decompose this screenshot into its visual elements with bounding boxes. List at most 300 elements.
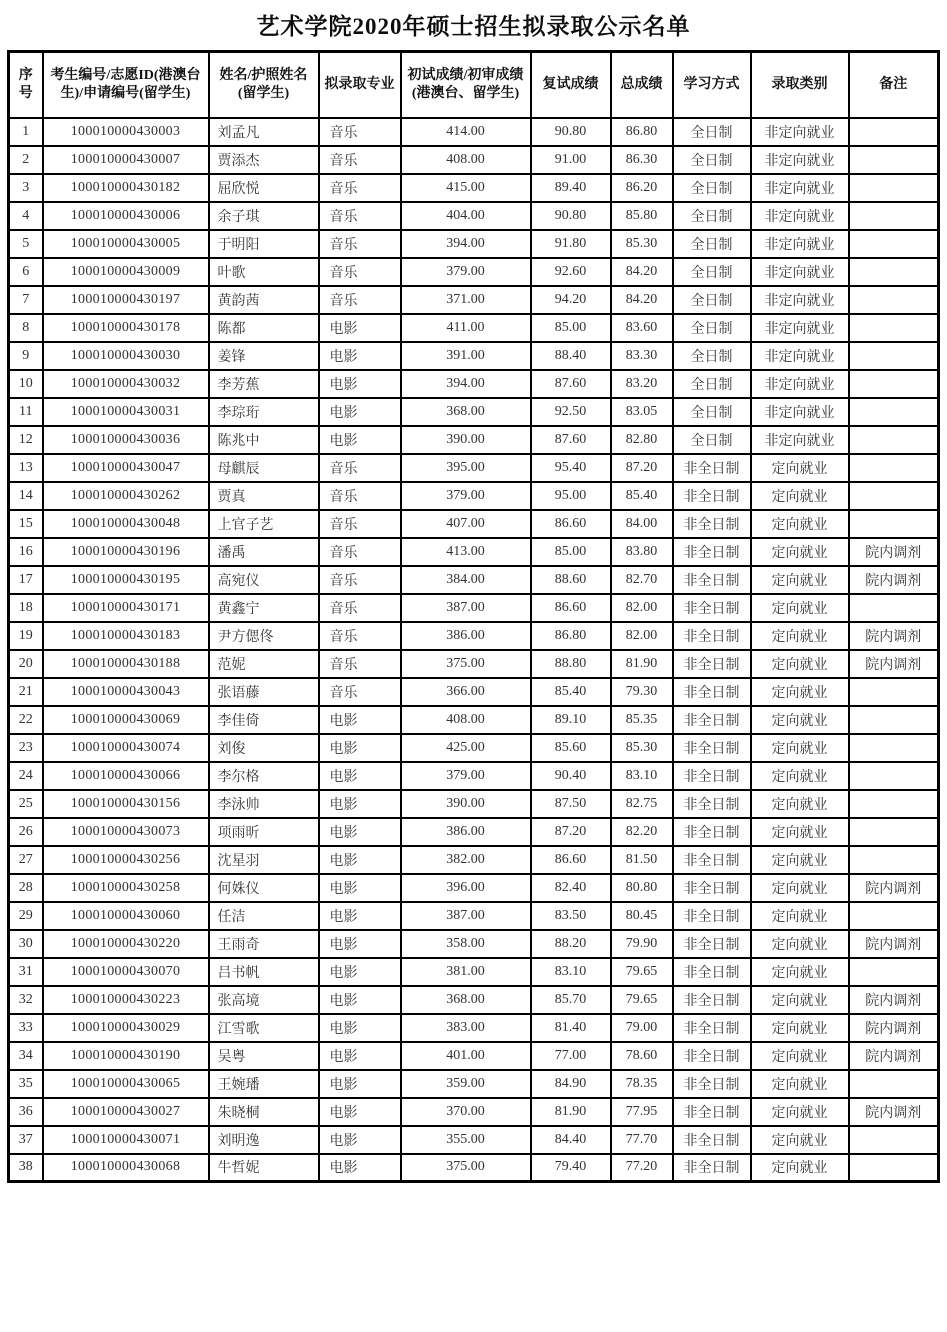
id-cell: 100010000430006 — [43, 202, 209, 230]
category-cell: 非定向就业 — [751, 174, 849, 202]
table-row — [9, 902, 939, 930]
major-cell: 音乐 — [319, 118, 401, 146]
table-row — [9, 454, 939, 482]
note-cell — [849, 510, 939, 538]
major-cell: 音乐 — [319, 286, 401, 314]
note-cell: 院内调剂 — [849, 930, 939, 958]
category-cell: 定向就业 — [751, 1098, 849, 1126]
no-cell: 20 — [9, 650, 43, 678]
note-cell: 院内调剂 — [849, 1042, 939, 1070]
category-cell: 定向就业 — [751, 510, 849, 538]
note-cell — [849, 146, 939, 174]
no-cell: 29 — [9, 902, 43, 930]
initial-cell: 394.00 — [401, 370, 531, 398]
note-cell — [849, 230, 939, 258]
category-cell: 定向就业 — [751, 902, 849, 930]
name-cell: 余子琪 — [209, 202, 319, 230]
table-row — [9, 230, 939, 258]
table-row — [9, 790, 939, 818]
name-cell: 黄韵茜 — [209, 286, 319, 314]
note-cell — [849, 258, 939, 286]
id-cell: 100010000430030 — [43, 342, 209, 370]
total-cell: 85.40 — [611, 482, 673, 510]
table-row — [9, 874, 939, 902]
total-cell: 79.00 — [611, 1014, 673, 1042]
table-row — [9, 146, 939, 174]
id-cell: 100010000430183 — [43, 622, 209, 650]
no-cell: 5 — [9, 230, 43, 258]
table-row — [9, 986, 939, 1014]
initial-cell: 379.00 — [401, 258, 531, 286]
mode-cell: 非全日制 — [673, 650, 751, 678]
mode-cell: 非全日制 — [673, 482, 751, 510]
retest-cell: 89.10 — [531, 706, 611, 734]
initial-cell: 414.00 — [401, 118, 531, 146]
category-cell: 定向就业 — [751, 986, 849, 1014]
category-cell: 定向就业 — [751, 818, 849, 846]
table-row — [9, 398, 939, 426]
name-cell: 张语藤 — [209, 678, 319, 706]
total-cell: 84.20 — [611, 286, 673, 314]
total-cell: 79.90 — [611, 930, 673, 958]
note-cell: 院内调剂 — [849, 1098, 939, 1126]
no-cell: 3 — [9, 174, 43, 202]
category-cell: 非定向就业 — [751, 370, 849, 398]
no-cell: 22 — [9, 706, 43, 734]
mode-cell: 非全日制 — [673, 874, 751, 902]
no-cell: 33 — [9, 1014, 43, 1042]
column-header-no: 序号 — [9, 52, 43, 118]
initial-cell: 358.00 — [401, 930, 531, 958]
note-cell — [849, 454, 939, 482]
category-cell: 非定向就业 — [751, 286, 849, 314]
total-cell: 82.00 — [611, 594, 673, 622]
total-cell: 79.65 — [611, 986, 673, 1014]
id-cell: 100010000430070 — [43, 958, 209, 986]
table-row — [9, 678, 939, 706]
name-cell: 于明阳 — [209, 230, 319, 258]
major-cell: 电影 — [319, 398, 401, 426]
category-cell: 定向就业 — [751, 930, 849, 958]
mode-cell: 非全日制 — [673, 622, 751, 650]
retest-cell: 86.60 — [531, 510, 611, 538]
major-cell: 电影 — [319, 958, 401, 986]
major-cell: 电影 — [319, 986, 401, 1014]
retest-cell: 81.90 — [531, 1098, 611, 1126]
total-cell: 85.35 — [611, 706, 673, 734]
total-cell: 77.95 — [611, 1098, 673, 1126]
total-cell: 80.45 — [611, 902, 673, 930]
retest-cell: 94.20 — [531, 286, 611, 314]
initial-cell: 390.00 — [401, 790, 531, 818]
mode-cell: 非全日制 — [673, 1070, 751, 1098]
total-cell: 85.80 — [611, 202, 673, 230]
retest-cell: 92.50 — [531, 398, 611, 426]
mode-cell: 非全日制 — [673, 1014, 751, 1042]
mode-cell: 非全日制 — [673, 902, 751, 930]
initial-cell: 387.00 — [401, 902, 531, 930]
note-cell — [849, 958, 939, 986]
major-cell: 音乐 — [319, 594, 401, 622]
id-cell: 100010000430071 — [43, 1126, 209, 1154]
initial-cell: 407.00 — [401, 510, 531, 538]
major-cell: 电影 — [319, 706, 401, 734]
mode-cell: 非全日制 — [673, 678, 751, 706]
column-header-category: 录取类别 — [751, 52, 849, 118]
initial-cell: 384.00 — [401, 566, 531, 594]
mode-cell: 非全日制 — [673, 510, 751, 538]
initial-cell: 390.00 — [401, 426, 531, 454]
table-row — [9, 118, 939, 146]
category-cell: 定向就业 — [751, 1014, 849, 1042]
table-row — [9, 818, 939, 846]
major-cell: 电影 — [319, 790, 401, 818]
no-cell: 38 — [9, 1154, 43, 1182]
note-cell — [849, 1070, 939, 1098]
retest-cell: 85.00 — [531, 314, 611, 342]
name-cell: 李芳蕉 — [209, 370, 319, 398]
initial-cell: 386.00 — [401, 622, 531, 650]
major-cell: 电影 — [319, 1154, 401, 1182]
no-cell: 19 — [9, 622, 43, 650]
retest-cell: 83.50 — [531, 902, 611, 930]
retest-cell: 90.80 — [531, 202, 611, 230]
no-cell: 11 — [9, 398, 43, 426]
total-cell: 85.30 — [611, 230, 673, 258]
name-cell: 沈星羽 — [209, 846, 319, 874]
initial-cell: 425.00 — [401, 734, 531, 762]
mode-cell: 非全日制 — [673, 958, 751, 986]
initial-cell: 394.00 — [401, 230, 531, 258]
initial-cell: 401.00 — [401, 1042, 531, 1070]
table-row — [9, 258, 939, 286]
note-cell — [849, 706, 939, 734]
no-cell: 35 — [9, 1070, 43, 1098]
no-cell: 7 — [9, 286, 43, 314]
mode-cell: 非全日制 — [673, 1154, 751, 1182]
note-cell — [849, 202, 939, 230]
category-cell: 非定向就业 — [751, 314, 849, 342]
id-cell: 100010000430007 — [43, 146, 209, 174]
category-cell: 非定向就业 — [751, 258, 849, 286]
retest-cell: 87.20 — [531, 818, 611, 846]
major-cell: 音乐 — [319, 678, 401, 706]
retest-cell: 85.60 — [531, 734, 611, 762]
table-row — [9, 594, 939, 622]
table-row — [9, 202, 939, 230]
mode-cell: 非全日制 — [673, 734, 751, 762]
major-cell: 电影 — [319, 1014, 401, 1042]
retest-cell: 95.00 — [531, 482, 611, 510]
table-row — [9, 426, 939, 454]
category-cell: 定向就业 — [751, 790, 849, 818]
mode-cell: 非全日制 — [673, 594, 751, 622]
no-cell: 1 — [9, 118, 43, 146]
id-cell: 100010000430068 — [43, 1154, 209, 1182]
note-cell — [849, 762, 939, 790]
retest-cell: 91.00 — [531, 146, 611, 174]
no-cell: 21 — [9, 678, 43, 706]
mode-cell: 全日制 — [673, 174, 751, 202]
retest-cell: 86.60 — [531, 846, 611, 874]
no-cell: 12 — [9, 426, 43, 454]
id-cell: 100010000430047 — [43, 454, 209, 482]
table-row — [9, 1126, 939, 1154]
initial-cell: 359.00 — [401, 1070, 531, 1098]
major-cell: 电影 — [319, 1042, 401, 1070]
table-row — [9, 706, 939, 734]
total-cell: 86.30 — [611, 146, 673, 174]
retest-cell: 87.60 — [531, 426, 611, 454]
name-cell: 朱晓桐 — [209, 1098, 319, 1126]
mode-cell: 全日制 — [673, 202, 751, 230]
total-cell: 84.20 — [611, 258, 673, 286]
retest-cell: 85.00 — [531, 538, 611, 566]
no-cell: 15 — [9, 510, 43, 538]
retest-cell: 91.80 — [531, 230, 611, 258]
retest-cell: 92.60 — [531, 258, 611, 286]
table-row — [9, 342, 939, 370]
no-cell: 24 — [9, 762, 43, 790]
major-cell: 音乐 — [319, 258, 401, 286]
major-cell: 音乐 — [319, 566, 401, 594]
name-cell: 李尔格 — [209, 762, 319, 790]
no-cell: 26 — [9, 818, 43, 846]
initial-cell: 415.00 — [401, 174, 531, 202]
name-cell: 江雪歌 — [209, 1014, 319, 1042]
mode-cell: 全日制 — [673, 286, 751, 314]
category-cell: 非定向就业 — [751, 146, 849, 174]
major-cell: 音乐 — [319, 650, 401, 678]
no-cell: 23 — [9, 734, 43, 762]
mode-cell: 非全日制 — [673, 986, 751, 1014]
name-cell: 潘禹 — [209, 538, 319, 566]
name-cell: 项雨昕 — [209, 818, 319, 846]
retest-cell: 81.40 — [531, 1014, 611, 1042]
mode-cell: 非全日制 — [673, 566, 751, 594]
table-row — [9, 958, 939, 986]
name-cell: 陈都 — [209, 314, 319, 342]
total-cell: 82.70 — [611, 566, 673, 594]
name-cell: 母麒辰 — [209, 454, 319, 482]
major-cell: 电影 — [319, 762, 401, 790]
category-cell: 定向就业 — [751, 454, 849, 482]
major-cell: 电影 — [319, 314, 401, 342]
table-row — [9, 286, 939, 314]
name-cell: 牛哲妮 — [209, 1154, 319, 1182]
retest-cell: 84.40 — [531, 1126, 611, 1154]
id-cell: 100010000430066 — [43, 762, 209, 790]
note-cell — [849, 902, 939, 930]
mode-cell: 非全日制 — [673, 1042, 751, 1070]
category-cell: 定向就业 — [751, 1070, 849, 1098]
column-header-total: 总成绩 — [611, 52, 673, 118]
id-cell: 100010000430196 — [43, 538, 209, 566]
note-cell: 院内调剂 — [849, 622, 939, 650]
table-row — [9, 1098, 939, 1126]
initial-cell: 391.00 — [401, 342, 531, 370]
admission-table — [7, 50, 940, 1183]
total-cell: 83.05 — [611, 398, 673, 426]
no-cell: 4 — [9, 202, 43, 230]
major-cell: 音乐 — [319, 174, 401, 202]
note-cell — [849, 118, 939, 146]
id-cell: 100010000430043 — [43, 678, 209, 706]
name-cell: 王雨奇 — [209, 930, 319, 958]
no-cell: 2 — [9, 146, 43, 174]
total-cell: 81.50 — [611, 846, 673, 874]
note-cell — [849, 594, 939, 622]
no-cell: 25 — [9, 790, 43, 818]
note-cell — [849, 734, 939, 762]
mode-cell: 非全日制 — [673, 790, 751, 818]
category-cell: 定向就业 — [751, 566, 849, 594]
id-cell: 100010000430027 — [43, 1098, 209, 1126]
major-cell: 电影 — [319, 342, 401, 370]
id-cell: 100010000430197 — [43, 286, 209, 314]
no-cell: 9 — [9, 342, 43, 370]
name-cell: 刘孟凡 — [209, 118, 319, 146]
name-cell: 陈兆中 — [209, 426, 319, 454]
initial-cell: 408.00 — [401, 706, 531, 734]
name-cell: 尹方偲佟 — [209, 622, 319, 650]
mode-cell: 非全日制 — [673, 1126, 751, 1154]
total-cell: 87.20 — [611, 454, 673, 482]
major-cell: 电影 — [319, 818, 401, 846]
initial-cell: 366.00 — [401, 678, 531, 706]
mode-cell: 非全日制 — [673, 454, 751, 482]
name-cell: 屈欣悦 — [209, 174, 319, 202]
id-cell: 100010000430069 — [43, 706, 209, 734]
retest-cell: 84.90 — [531, 1070, 611, 1098]
id-cell: 100010000430029 — [43, 1014, 209, 1042]
table-row — [9, 762, 939, 790]
initial-cell: 375.00 — [401, 650, 531, 678]
id-cell: 100010000430258 — [43, 874, 209, 902]
id-cell: 100010000430182 — [43, 174, 209, 202]
major-cell: 电影 — [319, 1098, 401, 1126]
category-cell: 定向就业 — [751, 538, 849, 566]
major-cell: 音乐 — [319, 454, 401, 482]
name-cell: 范妮 — [209, 650, 319, 678]
major-cell: 音乐 — [319, 146, 401, 174]
table-row — [9, 482, 939, 510]
mode-cell: 全日制 — [673, 118, 751, 146]
retest-cell: 90.80 — [531, 118, 611, 146]
total-cell: 82.75 — [611, 790, 673, 818]
initial-cell: 375.00 — [401, 1154, 531, 1182]
initial-cell: 395.00 — [401, 454, 531, 482]
retest-cell: 86.80 — [531, 622, 611, 650]
table-row — [9, 1042, 939, 1070]
initial-cell: 387.00 — [401, 594, 531, 622]
total-cell: 85.30 — [611, 734, 673, 762]
retest-cell: 88.40 — [531, 342, 611, 370]
no-cell: 6 — [9, 258, 43, 286]
retest-cell: 85.40 — [531, 678, 611, 706]
note-cell — [849, 846, 939, 874]
mode-cell: 全日制 — [673, 342, 751, 370]
id-cell: 100010000430190 — [43, 1042, 209, 1070]
page-title: 艺术学院2020年硕士招生拟录取公示名单 — [256, 14, 691, 39]
retest-cell: 79.40 — [531, 1154, 611, 1182]
major-cell: 电影 — [319, 1126, 401, 1154]
mode-cell: 全日制 — [673, 426, 751, 454]
category-cell: 定向就业 — [751, 874, 849, 902]
note-cell: 院内调剂 — [849, 986, 939, 1014]
no-cell: 18 — [9, 594, 43, 622]
retest-cell: 82.40 — [531, 874, 611, 902]
total-cell: 84.00 — [611, 510, 673, 538]
name-cell: 贾添杰 — [209, 146, 319, 174]
total-cell: 81.90 — [611, 650, 673, 678]
no-cell: 36 — [9, 1098, 43, 1126]
category-cell: 定向就业 — [751, 1126, 849, 1154]
category-cell: 定向就业 — [751, 958, 849, 986]
note-cell — [849, 1154, 939, 1182]
initial-cell: 379.00 — [401, 762, 531, 790]
initial-cell: 383.00 — [401, 1014, 531, 1042]
category-cell: 定向就业 — [751, 762, 849, 790]
no-cell: 32 — [9, 986, 43, 1014]
major-cell: 音乐 — [319, 510, 401, 538]
major-cell: 电影 — [319, 734, 401, 762]
column-header-retest: 复试成绩 — [531, 52, 611, 118]
mode-cell: 全日制 — [673, 370, 751, 398]
category-cell: 定向就业 — [751, 1042, 849, 1070]
retest-cell: 85.70 — [531, 986, 611, 1014]
table-row — [9, 1070, 939, 1098]
name-cell: 贾真 — [209, 482, 319, 510]
initial-cell: 379.00 — [401, 482, 531, 510]
initial-cell: 382.00 — [401, 846, 531, 874]
name-cell: 叶歌 — [209, 258, 319, 286]
name-cell: 任洁 — [209, 902, 319, 930]
name-cell: 吴粤 — [209, 1042, 319, 1070]
id-cell: 100010000430171 — [43, 594, 209, 622]
major-cell: 音乐 — [319, 230, 401, 258]
retest-cell: 88.20 — [531, 930, 611, 958]
id-cell: 100010000430262 — [43, 482, 209, 510]
retest-cell: 87.60 — [531, 370, 611, 398]
id-cell: 100010000430195 — [43, 566, 209, 594]
total-cell: 78.35 — [611, 1070, 673, 1098]
category-cell: 定向就业 — [751, 734, 849, 762]
no-cell: 34 — [9, 1042, 43, 1070]
category-cell: 定向就业 — [751, 622, 849, 650]
id-cell: 100010000430036 — [43, 426, 209, 454]
total-cell: 82.80 — [611, 426, 673, 454]
id-cell: 100010000430060 — [43, 902, 209, 930]
total-cell: 83.30 — [611, 342, 673, 370]
total-cell: 86.80 — [611, 118, 673, 146]
retest-cell: 88.80 — [531, 650, 611, 678]
mode-cell: 非全日制 — [673, 846, 751, 874]
mode-cell: 非全日制 — [673, 1098, 751, 1126]
name-cell: 张高境 — [209, 986, 319, 1014]
category-cell: 定向就业 — [751, 678, 849, 706]
no-cell: 37 — [9, 1126, 43, 1154]
id-cell: 100010000430178 — [43, 314, 209, 342]
name-cell: 吕书帆 — [209, 958, 319, 986]
table-body — [9, 118, 939, 1182]
name-cell: 黄鑫宁 — [209, 594, 319, 622]
column-header-major: 拟录取专业 — [319, 52, 401, 118]
id-cell: 100010000430223 — [43, 986, 209, 1014]
major-cell: 电影 — [319, 426, 401, 454]
no-cell: 14 — [9, 482, 43, 510]
id-cell: 100010000430256 — [43, 846, 209, 874]
